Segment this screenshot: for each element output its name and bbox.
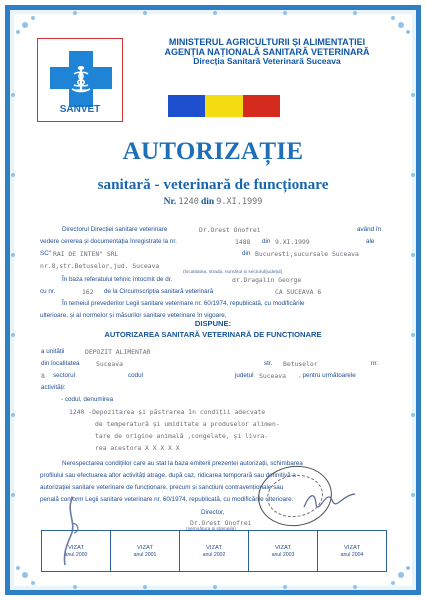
visa-label: VIZAT: [68, 545, 84, 551]
caduceus-icon: [63, 64, 99, 98]
activity-line-1: 1240 -Depozitarea și păstrarea în condiții adecvate: [69, 408, 266, 416]
referral-author: dr.Dragalin George: [232, 276, 302, 284]
document-number-line: [0, 196, 426, 207]
document-subtitle: sanitară - veterinară de funcționare: [97, 176, 329, 193]
request-number: 1488: [235, 238, 251, 246]
body-line-1-prefix: Directorul Direcției sanitare veterinare: [62, 226, 168, 233]
director-name-field: Dr.Orest Onofrei: [199, 226, 261, 234]
visa-year: anul 2001: [133, 552, 157, 558]
signature-note: (semnătura și ștampila): [186, 527, 236, 532]
legal-basis-line-2: ulterioare, și al normelor și măsurilor sanitare veterinare în vigoare,: [40, 312, 227, 319]
referral-number-label: cu nr.: [40, 288, 56, 295]
unit-locality-label: din localitatea: [41, 360, 80, 367]
director-label: Director,: [201, 509, 225, 516]
warning-line-3: autorizației sanitare veterinare de funcționare, precum și sancțiuni contravenționale sau: [40, 484, 284, 491]
company-location-label: din: [242, 250, 251, 257]
ministry-name: MINISTERUL AGRICULTURII ȘI ALIMENTAȚIEI: [168, 37, 366, 47]
warning-line-4: penală conform Legii sanitare veterinare nr. 60/1974, republicată, cu modificările ulterioare.: [40, 496, 294, 503]
directorate-name: Direcția Sanitară Veterinară Suceava: [193, 56, 341, 67]
visa-table: [41, 530, 387, 572]
company-name: RAI DE INTEN" SRL: [53, 250, 119, 258]
county-label: județul: [235, 372, 254, 379]
visa-cell-2004: [317, 531, 386, 571]
request-date: 9.XI.1999: [275, 238, 310, 246]
director-signatory: Dr.Orest Onofrei: [190, 519, 252, 527]
unit-label: a unității: [41, 348, 65, 355]
body-line-2-prefix: vedere cererea și documentația înregistrate la nr.: [40, 238, 177, 245]
romanian-flag-icon: [168, 95, 280, 117]
referral-number: 162: [82, 288, 94, 296]
address-note: (localitatea, strada, numărul și sectorul/județul): [183, 270, 283, 275]
signature-director: [302, 485, 357, 519]
logo-text: SANVET: [59, 104, 101, 115]
visa-label: VIZAT: [137, 545, 153, 551]
nr-label: Nr.: [163, 197, 177, 207]
activity-code-label: - codul, denumirea: [61, 396, 114, 403]
flag-stripe-red: [243, 95, 280, 117]
document-number: 1240: [178, 197, 199, 207]
visa-cell-2000: [42, 531, 110, 571]
unit-number-label: nr.: [371, 360, 379, 367]
activity-line-4: rea acestora X X X X X: [95, 444, 180, 452]
unit-street-label: str.: [264, 360, 273, 367]
activities-label: activități:: [41, 384, 66, 391]
unit-locality: Suceava: [96, 360, 123, 368]
visa-label: VIZAT: [206, 545, 222, 551]
warning-line-1: Nerespectarea condițiilor care au stat la baza emiterii prezentei autorizații, schimbarea: [62, 460, 303, 467]
legal-basis-line-1: În temeiul prevederilor Legii sanitare veterinare nr. 60/1974, republicată, cu modificările: [62, 300, 305, 307]
referral-prefix: În baza referatului tehnic întocmit de dr.: [62, 276, 173, 283]
document-date: 9.XI.1999: [216, 197, 263, 207]
flag-stripe-yellow: [205, 95, 242, 117]
postal-code-label: codul: [128, 372, 144, 379]
visa-label: VIZAT: [344, 545, 360, 551]
visa-cell-2003: [248, 531, 317, 571]
visa-cell-2002: [179, 531, 248, 571]
dispune-label: DISPUNE:: [194, 319, 232, 328]
body-line-1-suffix: având în: [357, 226, 382, 233]
company-address: nr.8,str.Betuselor,jud. Suceava: [40, 262, 160, 270]
visa-year: anul 2000: [64, 552, 88, 558]
agency-name: AGENȚIA NAȚIONALĂ SANITARĂ VETERINARĂ: [164, 47, 370, 58]
date-label: din: [200, 197, 215, 207]
body-line-2-suffix: ale: [366, 238, 375, 245]
district-name: CA SUCEAVA 6: [275, 288, 322, 296]
warning-line-2: profilului sau efectuarea altor activități atrage, după caz, ridicarea temporară sau definitivă a: [40, 472, 296, 479]
sector-label: sectorul: [53, 372, 76, 379]
visa-year: anul 2004: [340, 552, 364, 558]
activity-line-3: tare de origine animală ,congelate, și livra-: [95, 432, 269, 440]
visa-year: anul 2002: [202, 552, 226, 558]
request-date-label: din: [262, 238, 271, 245]
flag-stripe-blue: [168, 95, 205, 117]
company-location: Bucuresti,sucursale Suceava: [255, 250, 359, 258]
district-label: de la Circumscripția sanitară veterinară: [104, 288, 214, 295]
dispune-heading: AUTORIZAREA SANITARĂ VETERINARĂ DE FUNCȚIONARE: [104, 330, 322, 339]
visa-cell-2001: [110, 531, 179, 571]
visa-label: VIZAT: [275, 545, 291, 551]
unit-name: DEPOZIT ALIMENTAR: [85, 348, 151, 356]
unit-number-value: 8: [41, 372, 45, 380]
company-prefix: SC": [40, 250, 51, 257]
county-value: Suceava: [259, 372, 286, 380]
activity-line-2: de temperatură și umiditate a produselor alimen-: [95, 420, 280, 428]
activities-intro: , pentru următoarele: [299, 372, 356, 379]
issuer-header: [143, 37, 391, 67]
visa-year: anul 2003: [271, 552, 295, 558]
sanvet-logo: [37, 38, 123, 122]
document-title: AUTORIZAȚIE: [122, 138, 304, 165]
unit-street: Betuselor: [283, 360, 318, 368]
